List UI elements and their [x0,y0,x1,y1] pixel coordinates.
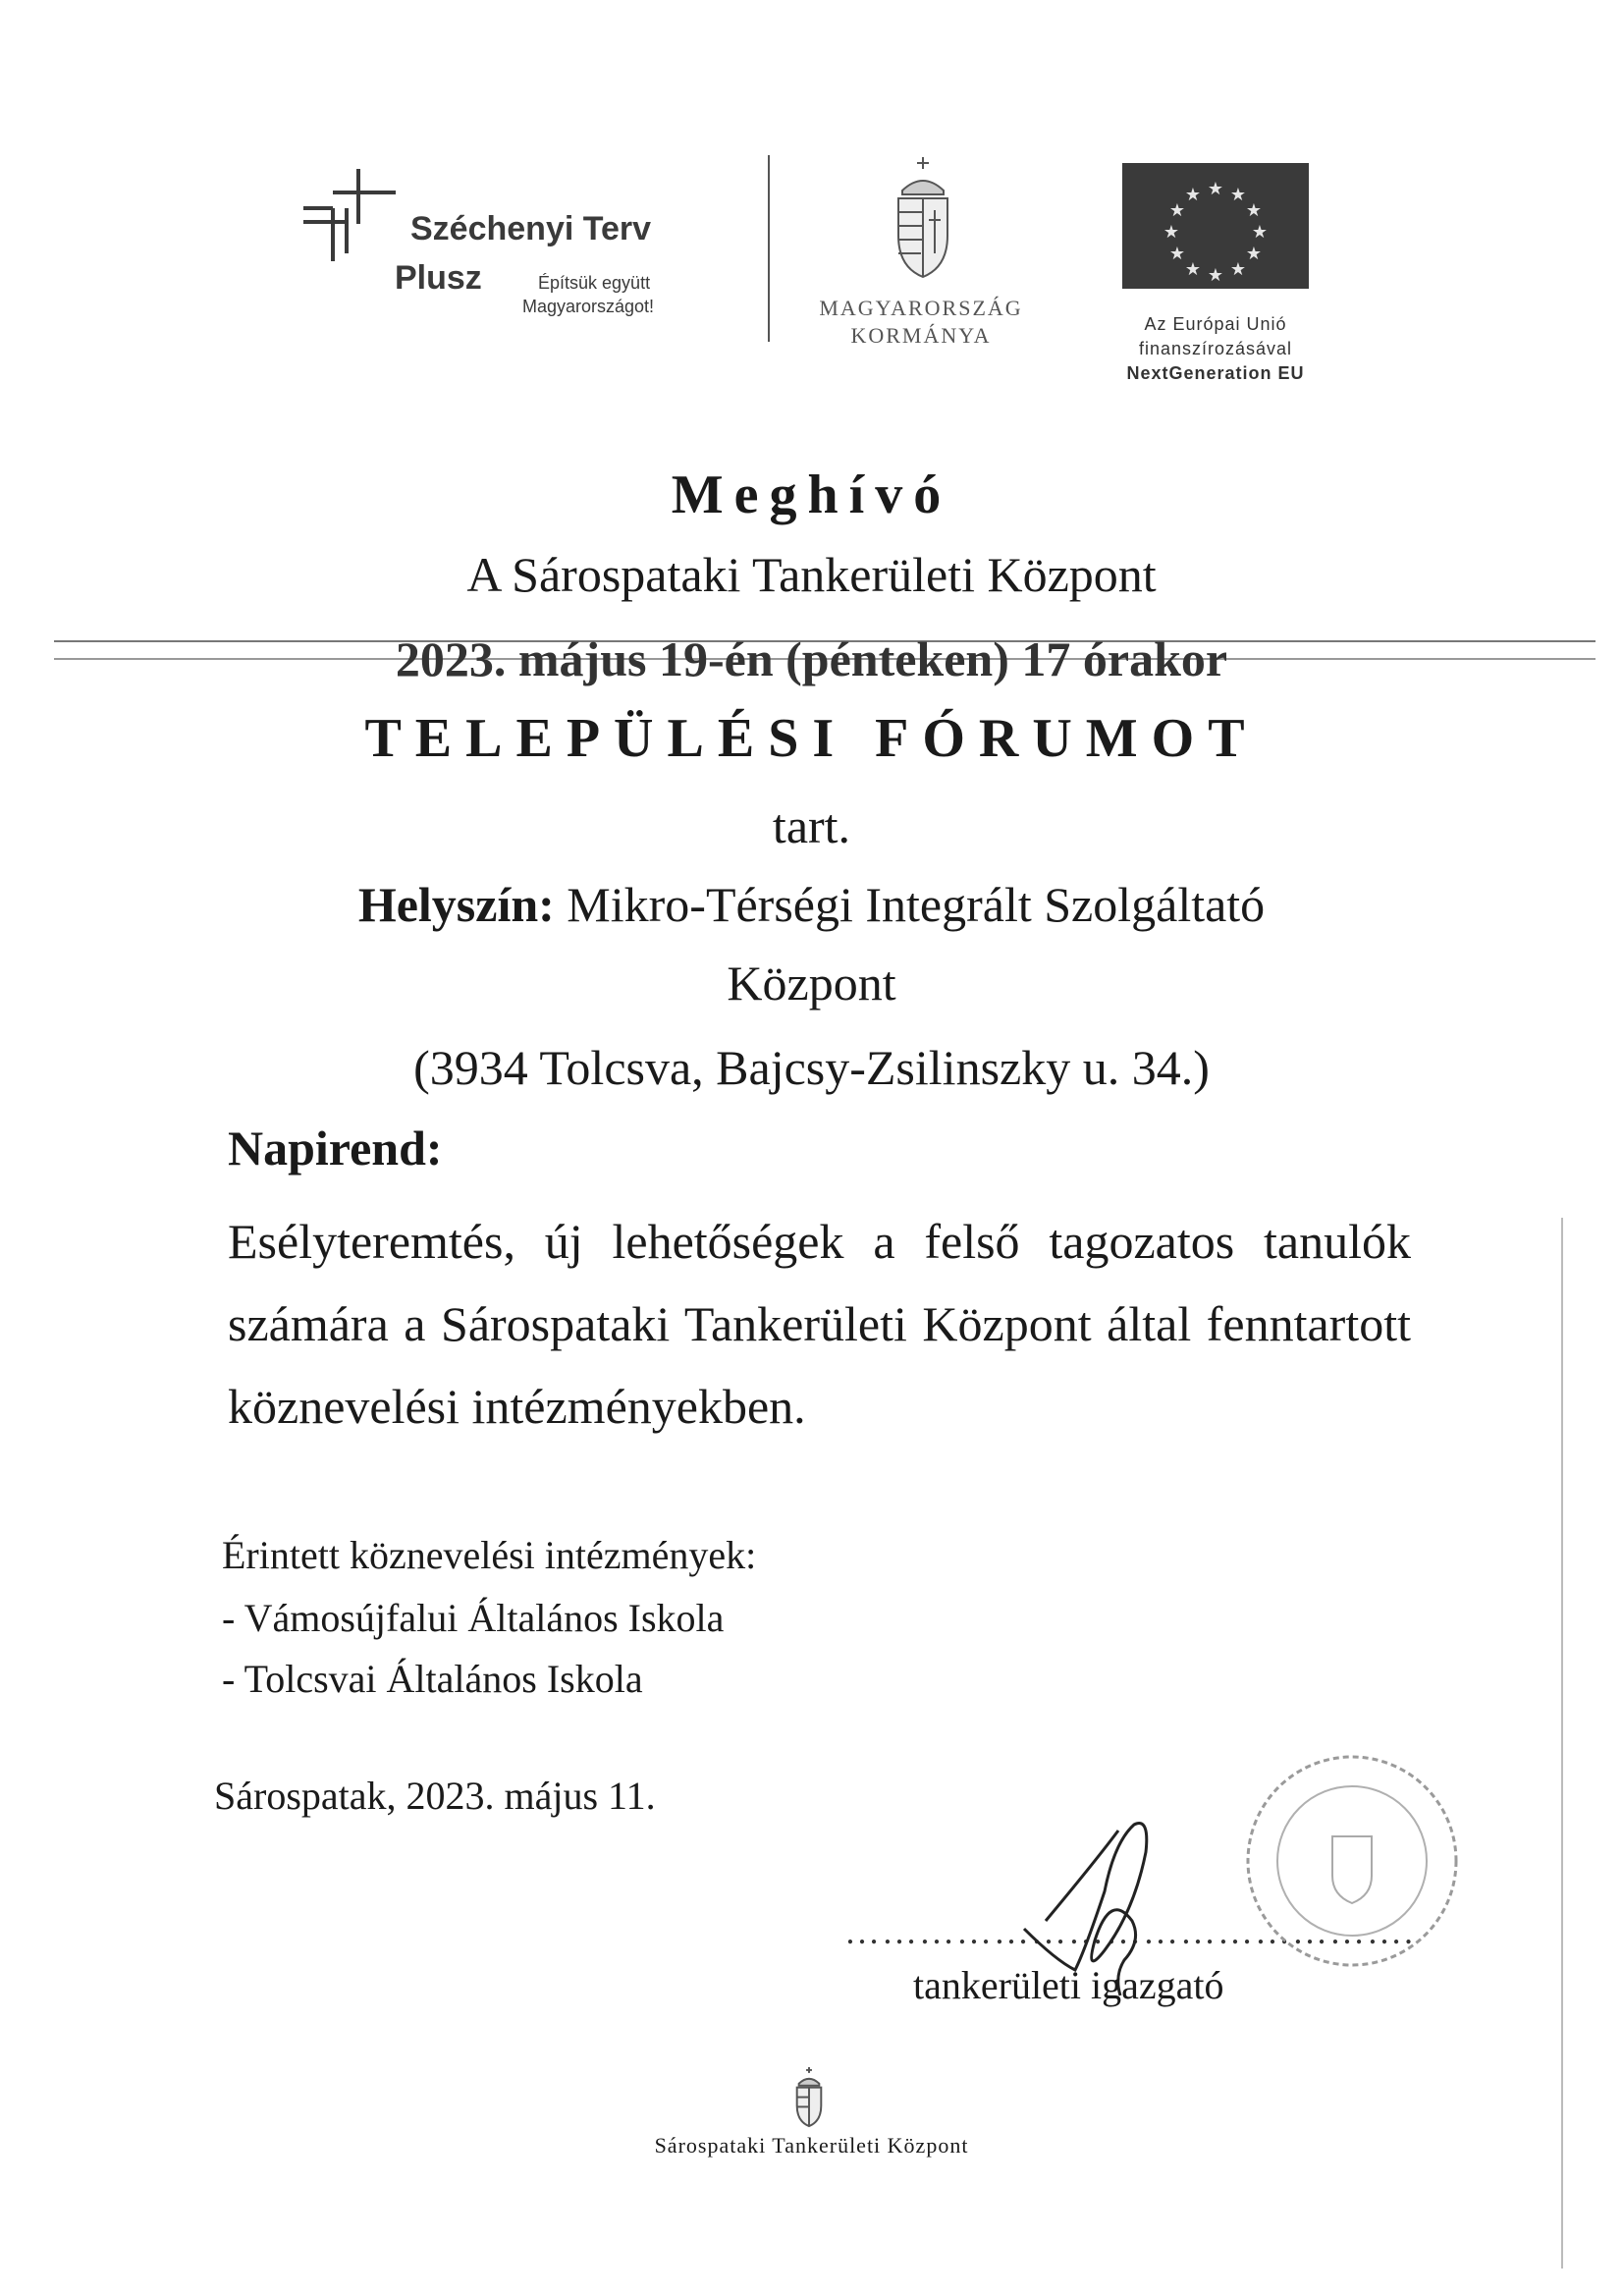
svg-text:★: ★ [1207,265,1224,286]
event-date: 2023. május 19-én (pénteken) 17 órakor [395,631,1228,686]
organizer-line: A Sárospataki Tankerületi Központ [466,547,1157,602]
signatory-role: tankerületi igazgató [913,1963,1224,2007]
agenda-text: Esélyteremtés, új lehetőségek a felső tagozatos tanulók számára a Sárospataki Tankerületi Központ által fenntartott köznevelési intézményekben. [228,1214,1411,1434]
svg-text:★: ★ [1229,185,1247,205]
svg-text:★: ★ [1251,222,1269,243]
footer-coat-of-arms-icon [789,2066,829,2129]
school-item: - Tolcsvai Általános Iskola [222,1657,643,1701]
svg-text:★: ★ [1184,259,1202,280]
svg-text:★: ★ [1245,200,1263,221]
eu-funding-text [1092,312,1339,386]
szechenyi-tagline-1: Építsük együtt [538,273,651,293]
school-item: - Vámosújfalui Általános Iskola [222,1596,725,1640]
eu-stars-icon [1122,163,1309,289]
agenda-label: Napirend: [228,1121,443,1175]
affected-institutions-heading: Érintett köznevelési intézmények: [222,1533,757,1577]
invitation-title: Meghívó [671,465,952,525]
szechenyi-plusz-label: Plusz [395,259,482,297]
eu-text-line-1: Az Európai Unió [1144,314,1287,334]
event-verb: tart. [772,798,851,853]
hungarian-coat-of-arms-icon [889,155,957,283]
svg-text:★: ★ [1207,179,1224,199]
szechenyi-tagline-2: Magyarországot! [522,297,655,316]
location-line [0,876,1623,933]
svg-text:★: ★ [1229,259,1247,280]
footer-organization: Sárospataki Tankerületi Központ [654,2133,969,2158]
svg-text:★: ★ [1163,222,1180,243]
official-stamp [1239,1748,1465,1974]
svg-text:★: ★ [1168,200,1186,221]
government-label: MAGYARORSZÁG KORMÁNYA [819,296,1023,348]
header-divider [768,155,770,342]
svg-text:★: ★ [1184,185,1202,205]
event-name: TELEPÜLÉSI FÓRUMOT [364,708,1259,769]
place-and-date: Sárospatak, 2023. május 11. [214,1774,656,1818]
signature-dotted-line: ………………………………………. [844,1912,1415,1951]
svg-text:★: ★ [1245,244,1263,264]
eu-text-line-3: NextGeneration EU [1126,363,1305,383]
svg-text:★: ★ [1168,244,1186,264]
location-name-2: Központ [727,956,896,1011]
location-name-1: Mikro-Térségi Integrált Szolgáltató [567,877,1266,932]
eu-text-line-2: finanszírozásával [1138,339,1293,358]
szechenyi-cross-icon [299,165,407,263]
location-address: (3934 Tolcsva, Bajcsy-Zsilinszky u. 34.) [413,1040,1210,1095]
szechenyi-terv-title: Széchenyi Terv [410,210,652,247]
location-label: Helyszín: [357,877,555,932]
scan-edge-line [1561,1218,1563,2269]
eu-flag [1122,163,1309,289]
